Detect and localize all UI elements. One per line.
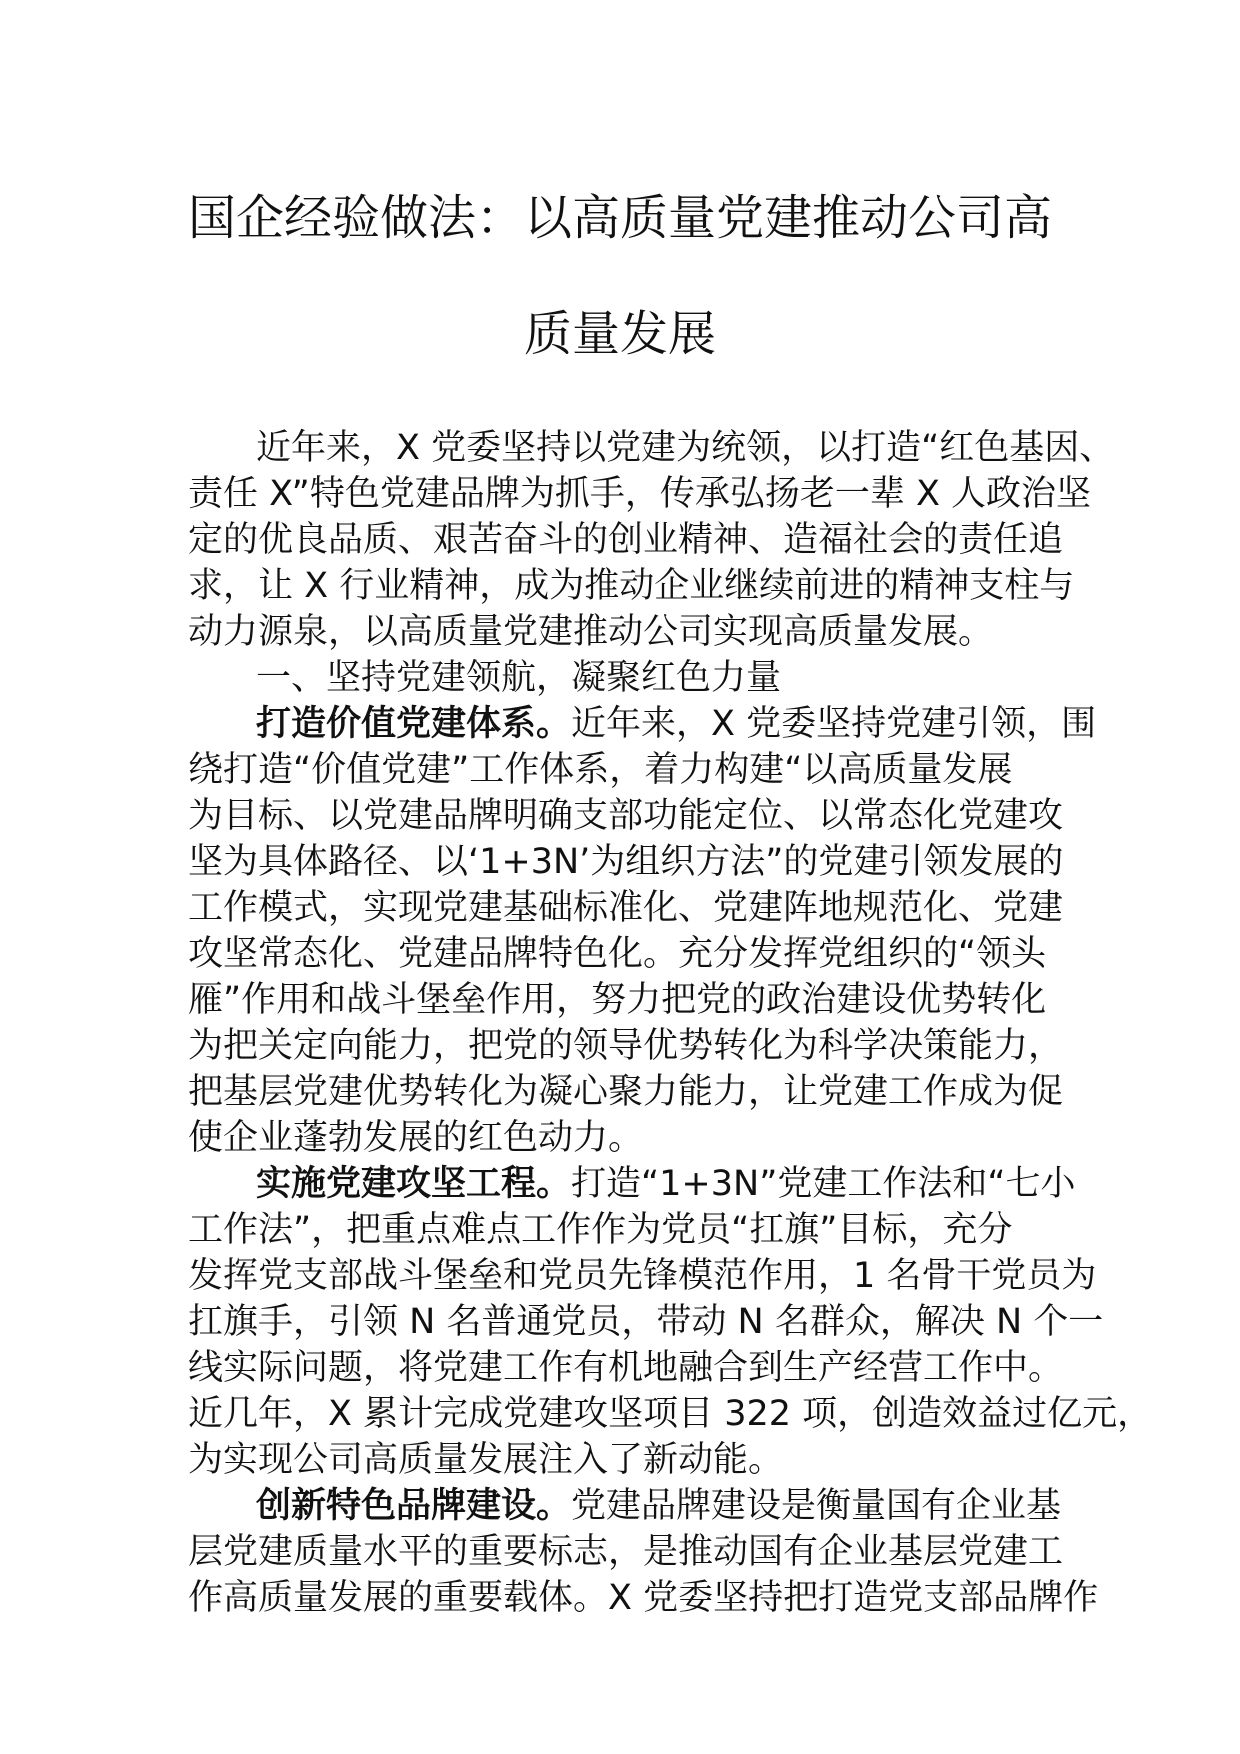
paragraph-2-line: 工作模式，实现党建基础标准化、党建阵地规范化、党建: [188, 888, 1064, 928]
paragraph-3-line: 扛旗手，引领 N 名普通党员，带动 N 名群众，解决 N 个一: [188, 1302, 1104, 1342]
paragraph-3-first-line: [256, 1161, 1156, 1207]
paragraph-2-line: 把基层党建优势转化为凝心聚力能力，让党建工作成为促: [188, 1072, 1064, 1112]
paragraph-2-line: 为目标、以党建品牌明确支部功能定位、以常态化党建攻: [188, 796, 1064, 836]
paragraph-1-line: 动力源泉，以高质量党建推动公司实现高质量发展。: [188, 612, 994, 652]
paragraph-1-line: 责任 X”特色党建品牌为抓手，传承弘扬老一辈 X 人政治坚: [188, 474, 1092, 514]
paragraph-2-first-line: [256, 701, 1156, 747]
paragraph-3-line: 工作法”，把重点难点工作作为党员“扛旗”目标，充分: [188, 1210, 1013, 1250]
paragraph-4-line: 作高质量发展的重要载体。X 党委坚持把打造党支部品牌作: [188, 1578, 1099, 1618]
paragraph-3-line: 线实际问题，将党建工作有机地融合到生产经营工作中。: [188, 1348, 1064, 1388]
paragraph-2-line: 雁”作用和战斗堡垒作用，努力把党的政治建设优势转化: [188, 980, 1047, 1020]
paragraph-3-lead: 实施党建攻坚工程。: [256, 1164, 572, 1204]
paragraph-4-lead: 创新特色品牌建设。: [256, 1486, 572, 1526]
paragraph-2-line: 近年来，X 党委坚持党建引领，围: [571, 704, 1097, 744]
paragraph-2-line: 坚为具体路径、以‘1+3N’为组织方法”的党建引领发展的: [188, 842, 1064, 882]
document-title-line-2: 质量发展: [523, 306, 716, 362]
paragraph-4-first-line: [256, 1483, 1156, 1529]
paragraph-2-line: 绕打造“价值党建”工作体系，着力构建“以高质量发展: [188, 750, 1013, 790]
paragraph-3-line: 近几年，X 累计完成党建攻坚项目 322 项，创造效益过亿元，: [188, 1394, 1153, 1434]
paragraph-2-lead: 打造价值党建体系。: [256, 704, 572, 744]
paragraph-1-line: 求，让 X 行业精神，成为推动企业继续前进的精神支柱与: [188, 566, 1075, 606]
paragraph-3-line: 为实现公司高质量发展注入了新动能。: [188, 1440, 784, 1480]
paragraph-2-line: 使企业蓬勃发展的红色动力。: [188, 1118, 644, 1158]
paragraph-2-line: 攻坚常态化、党建品牌特色化。充分发挥党组织的“领头: [188, 934, 1047, 974]
paragraph-3-line: 发挥党支部战斗堡垒和党员先锋模范作用，1 名骨干党员为: [188, 1256, 1097, 1296]
document-title-line-1: 国企经验做法：以高质量党建推动公司高: [187, 190, 1052, 246]
paragraph-3-line: 打造“1+3N”党建工作法和“七小: [571, 1164, 1076, 1204]
paragraph-4-line: 党建品牌建设是衡量国有企业基: [571, 1486, 1062, 1526]
section-heading: 一、坚持党建领航，凝聚红色力量: [256, 658, 782, 698]
paragraph-1-line: 近年来，X 党委坚持以党建为统领，以打造“红色基因、: [256, 428, 1115, 468]
paragraph-4-line: 层党建质量水平的重要标志，是推动国有企业基层党建工: [188, 1532, 1064, 1572]
paragraph-2-line: 为把关定向能力，把党的领导优势转化为科学决策能力，: [188, 1026, 1064, 1066]
paragraph-1-line: 定的优良品质、艰苦奋斗的创业精神、造福社会的责任追: [188, 520, 1064, 560]
